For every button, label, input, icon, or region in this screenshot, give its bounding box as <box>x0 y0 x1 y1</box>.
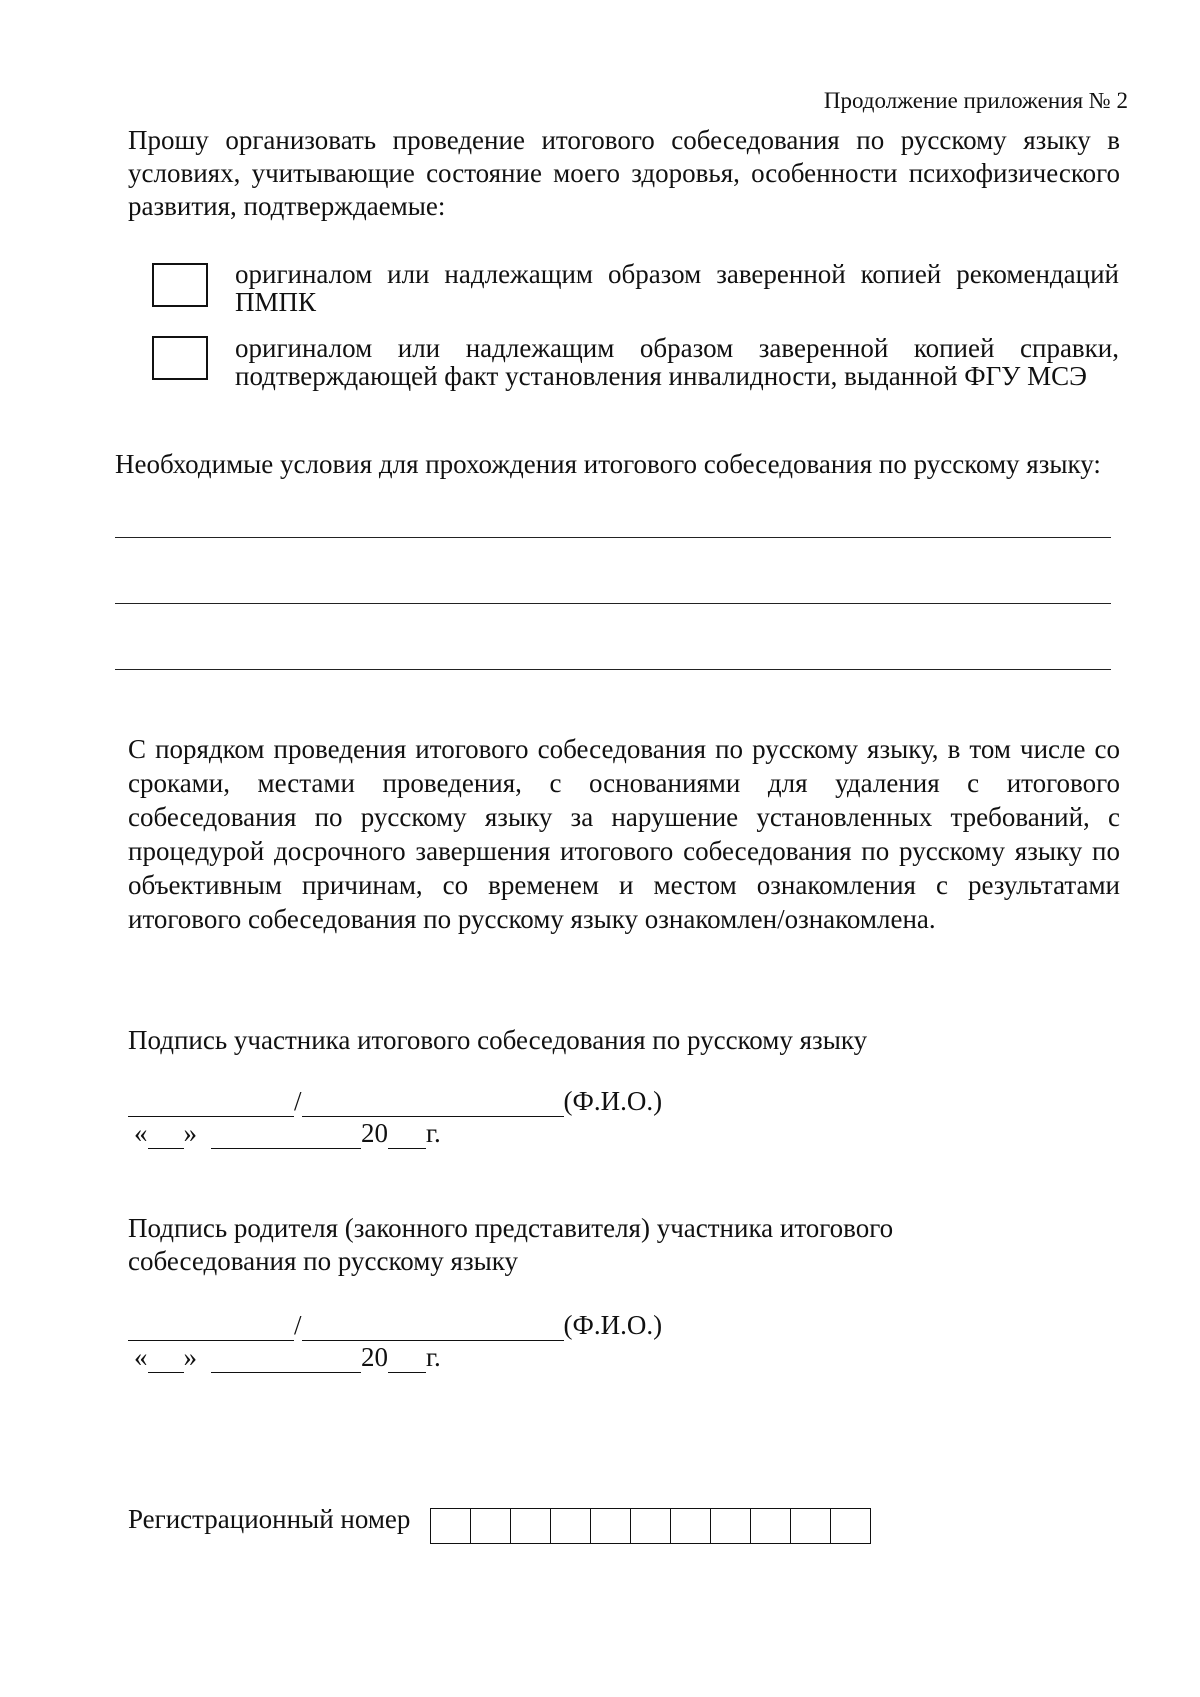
registration-number-cell[interactable] <box>671 1509 711 1543</box>
participant-day-field[interactable] <box>148 1124 184 1149</box>
parent-year-field[interactable] <box>388 1348 426 1373</box>
registration-number-cell[interactable] <box>711 1509 751 1543</box>
participant-signature-label: Подпись участника итогового собеседования по русскому языку <box>128 1025 868 1055</box>
fio-caption: (Ф.И.О.) <box>563 1310 663 1340</box>
registration-number-cell[interactable] <box>591 1509 631 1543</box>
date-year-suffix: г. <box>426 1342 441 1372</box>
parent-month-field[interactable] <box>211 1348 361 1373</box>
conditions-line-1[interactable] <box>115 537 1111 538</box>
registration-number-grid <box>430 1508 871 1544</box>
date-year-prefix: 20 <box>361 1342 388 1372</box>
participant-year-field[interactable] <box>388 1124 426 1149</box>
date-close-quote: » <box>183 1118 197 1148</box>
fio-caption: (Ф.И.О.) <box>563 1086 663 1116</box>
registration-number-cell[interactable] <box>471 1509 511 1543</box>
participant-signature-field[interactable] <box>128 1092 294 1117</box>
registration-number-cell[interactable] <box>791 1509 831 1543</box>
date-open-quote: « <box>134 1118 148 1148</box>
parent-fio-field[interactable] <box>302 1316 564 1341</box>
conditions-label: Необходимые условия для прохождения итогового собеседования по русскому языку: <box>115 449 1101 479</box>
date-close-quote: » <box>183 1342 197 1372</box>
parent-signature-field[interactable] <box>128 1316 294 1341</box>
disability-certificate-checkbox[interactable] <box>152 336 208 380</box>
registration-number-cell[interactable] <box>551 1509 591 1543</box>
parent-date-row <box>128 1342 441 1373</box>
conditions-line-3[interactable] <box>115 669 1111 670</box>
participant-fio-field[interactable] <box>302 1092 564 1117</box>
date-year-suffix: г. <box>426 1118 441 1148</box>
registration-number-cell[interactable] <box>831 1509 870 1543</box>
participant-signature-row <box>128 1086 662 1117</box>
signature-separator: / <box>294 1086 302 1116</box>
registration-number-cell[interactable] <box>751 1509 791 1543</box>
header-note: Продолжение приложения № 2 <box>823 88 1128 113</box>
registration-number-cell[interactable] <box>431 1509 471 1543</box>
conditions-line-2[interactable] <box>115 603 1111 604</box>
parent-day-field[interactable] <box>148 1348 184 1373</box>
pmpk-option-label: оригиналом или надлежащим образом заверенной копией рекомендаций ПМПК <box>235 259 1119 317</box>
parent-signature-row <box>128 1310 662 1341</box>
participant-month-field[interactable] <box>211 1124 361 1149</box>
request-paragraph: Прошу организовать проведение итогового собеседования по русскому языку в условиях, учитывающие состояние моего здоровья, особенности психофизического развития, подтверждаемые: <box>128 125 1120 221</box>
disability-option-label: оригиналом или надлежащим образом заверенной копией справки, подтверждающей факт установления инвалидности, выданной ФГУ МСЭ <box>235 333 1119 391</box>
registration-number-label: Регистрационный номер <box>128 1504 411 1534</box>
parent-signature-label: Подпись родителя (законного представителя) участника итогового собеседования по русскому языку <box>128 1213 894 1276</box>
registration-number-cell[interactable] <box>511 1509 551 1543</box>
pmpk-checkbox[interactable] <box>152 263 208 307</box>
date-open-quote: « <box>134 1342 148 1372</box>
date-year-prefix: 20 <box>361 1118 388 1148</box>
signature-separator: / <box>294 1310 302 1340</box>
participant-date-row <box>128 1118 441 1149</box>
registration-number-cell[interactable] <box>631 1509 671 1543</box>
acknowledgement-paragraph: С порядком проведения итогового собеседования по русскому языку, в том числе со сроками, местами проведения, с основаниями для удаления с итогового собеседования по русскому языку за нарушение установленных требований, с процедурой досрочного завершения итогового собеседования по русскому языку по объективным причинам, со временем и местом ознакомления с результатами итогового собеседования по русскому языку ознакомлен/ознакомлена. <box>128 734 1120 934</box>
